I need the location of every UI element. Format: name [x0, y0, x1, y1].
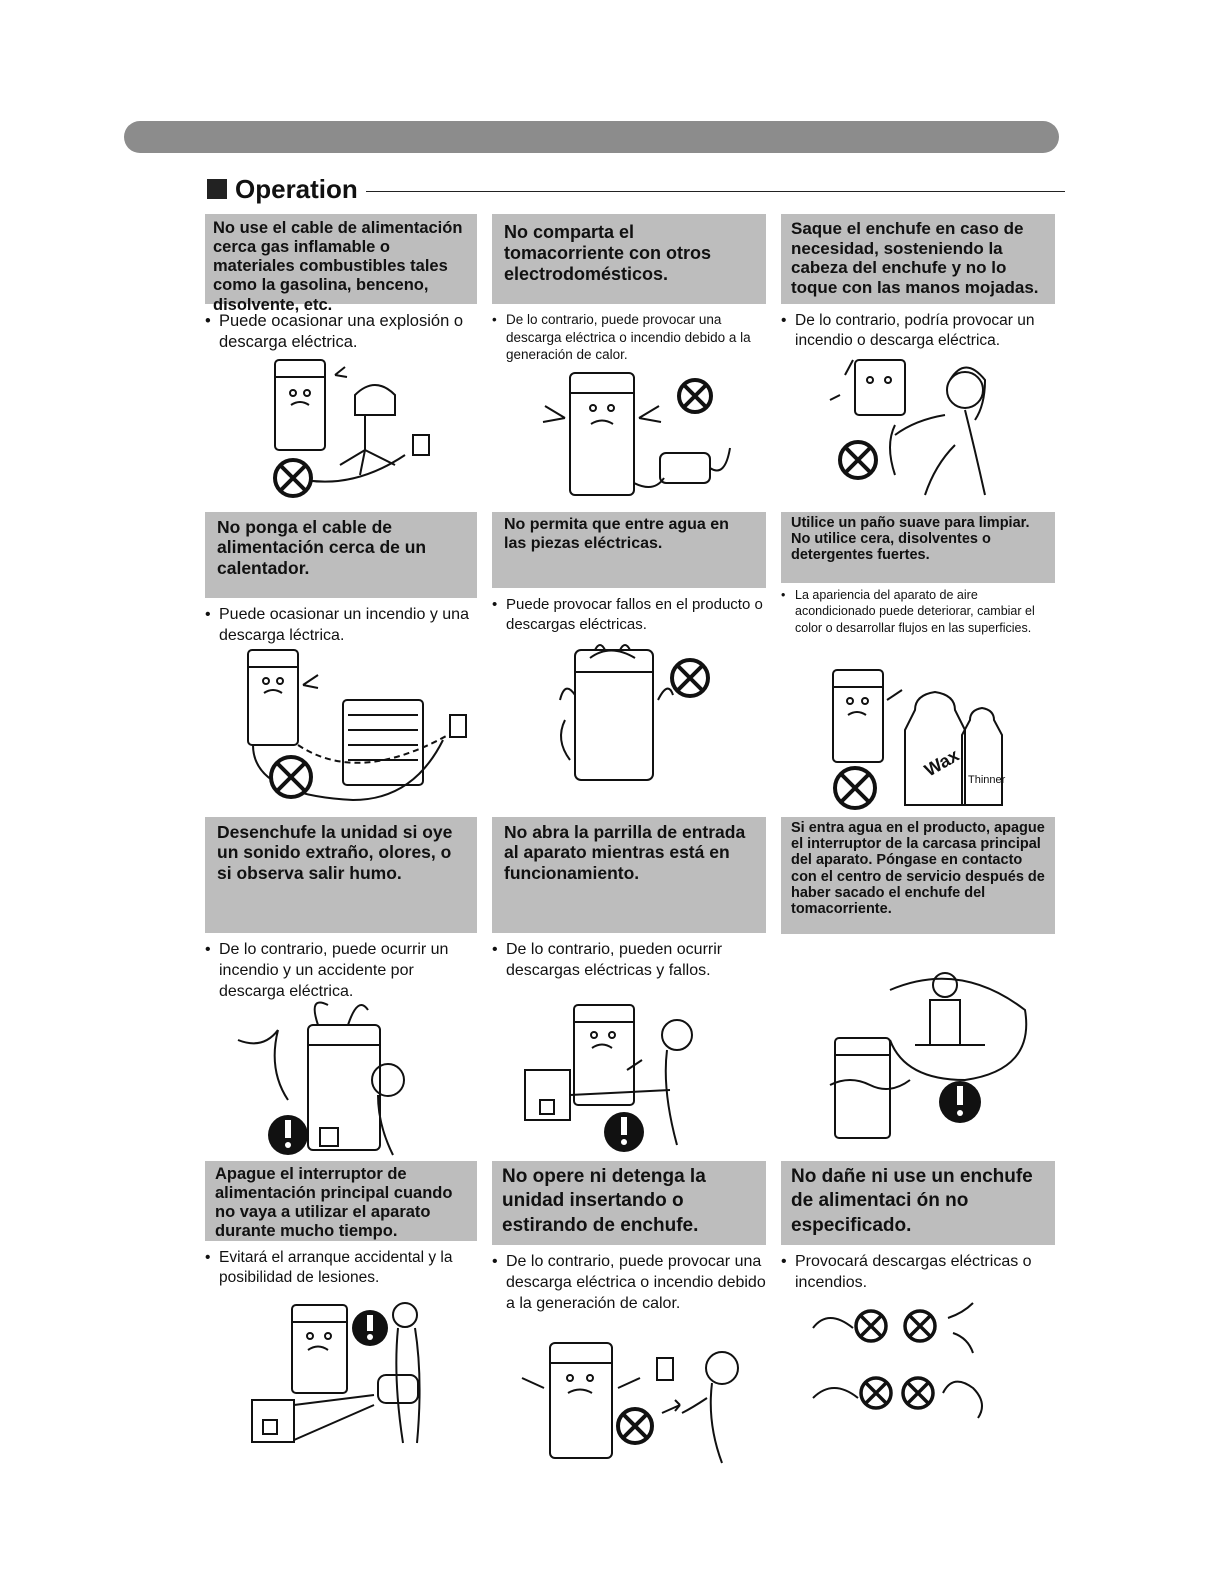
card-heading: No permita que entre agua en las piezas eléctricas. — [492, 512, 766, 588]
card-note: • Puede provocar fallos en el producto o descargas eléctricas. — [492, 596, 763, 633]
card-9 — [781, 817, 1055, 934]
prohibited-icon — [271, 757, 311, 797]
bullet-icon: • — [781, 1253, 787, 1270]
card-6 — [781, 512, 1055, 636]
top-banner-bar — [124, 121, 1059, 153]
illustration-long-absence — [250, 1300, 440, 1450]
illustration-wet-hands — [825, 355, 1035, 500]
bullet-icon: • — [205, 1249, 211, 1266]
prohibited-icon — [672, 660, 708, 696]
bullet-icon: • — [205, 606, 211, 623]
illustration-water — [550, 640, 720, 790]
card-heading: No comparta el tomacorriente con otros electrodomésticos. — [492, 214, 766, 304]
card-heading: Si entra agua en el producto, apague el interruptor de la carcasa principal del aparato. Póngase en contacto con el centro de servicio después de haber sacado el enchufe del tomacorriente. — [781, 817, 1055, 934]
card-4 — [205, 512, 477, 647]
card-heading: Desenchufe la unidad si oye un sonido extraño, olores, o si observa salir humo. — [205, 817, 477, 933]
card-note: • La apariencia del aparato de aire acondicionado puede deteriorar, cambiar el color o desarrollar flujos en las superficies. — [781, 588, 1035, 635]
illustration-service-call — [830, 970, 1030, 1140]
section-heading — [207, 172, 1065, 206]
card-note: • De lo contrario, pueden ocurrir descargas eléctricas y fallos. — [492, 941, 723, 979]
card-note: • De lo contrario, podría provocar un incendio o descarga eléctrica. — [781, 312, 1035, 350]
card-heading: Saque el enchufe en caso de necesidad, sosteniendo la cabeza del enchufe y no lo toque con las manos mojadas. — [781, 214, 1055, 304]
prohibited-icon — [679, 380, 711, 412]
bullet-icon: • — [492, 941, 498, 958]
prohibited-icon — [618, 1409, 652, 1443]
prohibited-icon — [856, 1311, 886, 1341]
card-note: • De lo contrario, puede provocar una descarga eléctrica o incendio debido a la generación de calor. — [492, 312, 751, 363]
bullet-icon: • — [205, 941, 211, 958]
bullet-icon: • — [492, 312, 497, 327]
card-heading: Apague el interruptor de alimentación principal cuando no vaya a utilizar el aparato durante mucho tiempo. — [205, 1161, 477, 1241]
card-heading: No abra la parrilla de entrada al aparato mientras está en funcionamiento. — [492, 817, 766, 933]
title-rule — [366, 191, 1065, 192]
illustration-open-grille — [522, 1000, 712, 1155]
card-note: • Provocará descargas eléctricas o incendios. — [781, 1253, 1032, 1291]
prohibited-icon — [835, 768, 875, 808]
card-8 — [492, 817, 766, 982]
card-note: • Evitará el arranque accidental y la posibilidad de lesiones. — [205, 1249, 453, 1287]
card-2 — [492, 214, 766, 364]
bullet-icon: • — [205, 312, 211, 330]
card-heading: No ponga el cable de alimentación cerca de un calentador. — [205, 512, 477, 598]
illustration-heater — [238, 645, 473, 805]
illustration-wax-thinner — [825, 665, 1025, 813]
card-note: • De lo contrario, puede ocurrir un incendio y un accidente por descarga eléctrica. — [205, 941, 449, 1000]
card-7 — [205, 817, 477, 1002]
prohibited-icon — [905, 1311, 935, 1341]
illustration-damaged-plugs — [808, 1298, 988, 1428]
prohibited-icon — [840, 442, 876, 478]
card-12 — [781, 1161, 1055, 1294]
exclamation-icon — [268, 1115, 308, 1155]
card-heading: No use el cable de alimentación cerca gas inflamable o materiales combustibles tales como la gasolina, benceno, disolvente, etc. — [205, 214, 477, 304]
exclamation-icon — [939, 1081, 981, 1123]
card-heading: No opere ni detenga la unidad insertando o estirando de enchufe. — [492, 1161, 766, 1245]
bullet-icon: • — [781, 312, 787, 329]
card-heading: No dañe ni use un enchufe de alimentaci ón no especificado. — [781, 1161, 1055, 1245]
bullet-icon: • — [492, 1253, 498, 1270]
card-heading: Utilice un paño suave para limpiar. No utilice cera, disolventes o detergentes fuertes. — [781, 512, 1055, 583]
card-note: • Puede ocasionar una explosión o descarga eléctrica. — [205, 312, 464, 352]
card-note: • Puede ocasionar un incendio y una descarga léctrica. — [205, 606, 469, 644]
card-5 — [492, 512, 766, 634]
illustration-plug-operate — [512, 1338, 757, 1463]
illustration-smoke — [228, 1000, 428, 1155]
exclamation-icon — [604, 1112, 644, 1152]
prohibited-icon — [275, 460, 311, 496]
card-note: • De lo contrario, puede provocar una descarga eléctrica o incendio debido a la generación de calor. — [492, 1253, 766, 1312]
thinner-label: Thinner — [968, 774, 1006, 786]
card-11 — [492, 1161, 766, 1314]
exclamation-icon — [352, 1310, 388, 1346]
card-3 — [781, 214, 1055, 351]
prohibited-icon — [861, 1378, 891, 1408]
bullet-icon: • — [492, 596, 498, 613]
wax-label: Wax — [921, 744, 963, 781]
card-1 — [205, 214, 477, 354]
card-10 — [205, 1161, 477, 1288]
bullet-icon: • — [781, 588, 786, 602]
illustration-flammable — [255, 355, 445, 505]
illustration-shared-outlet — [535, 368, 735, 508]
prohibited-icon — [903, 1378, 933, 1408]
section-title: Operation — [235, 173, 358, 204]
square-bullet-icon — [207, 179, 227, 199]
